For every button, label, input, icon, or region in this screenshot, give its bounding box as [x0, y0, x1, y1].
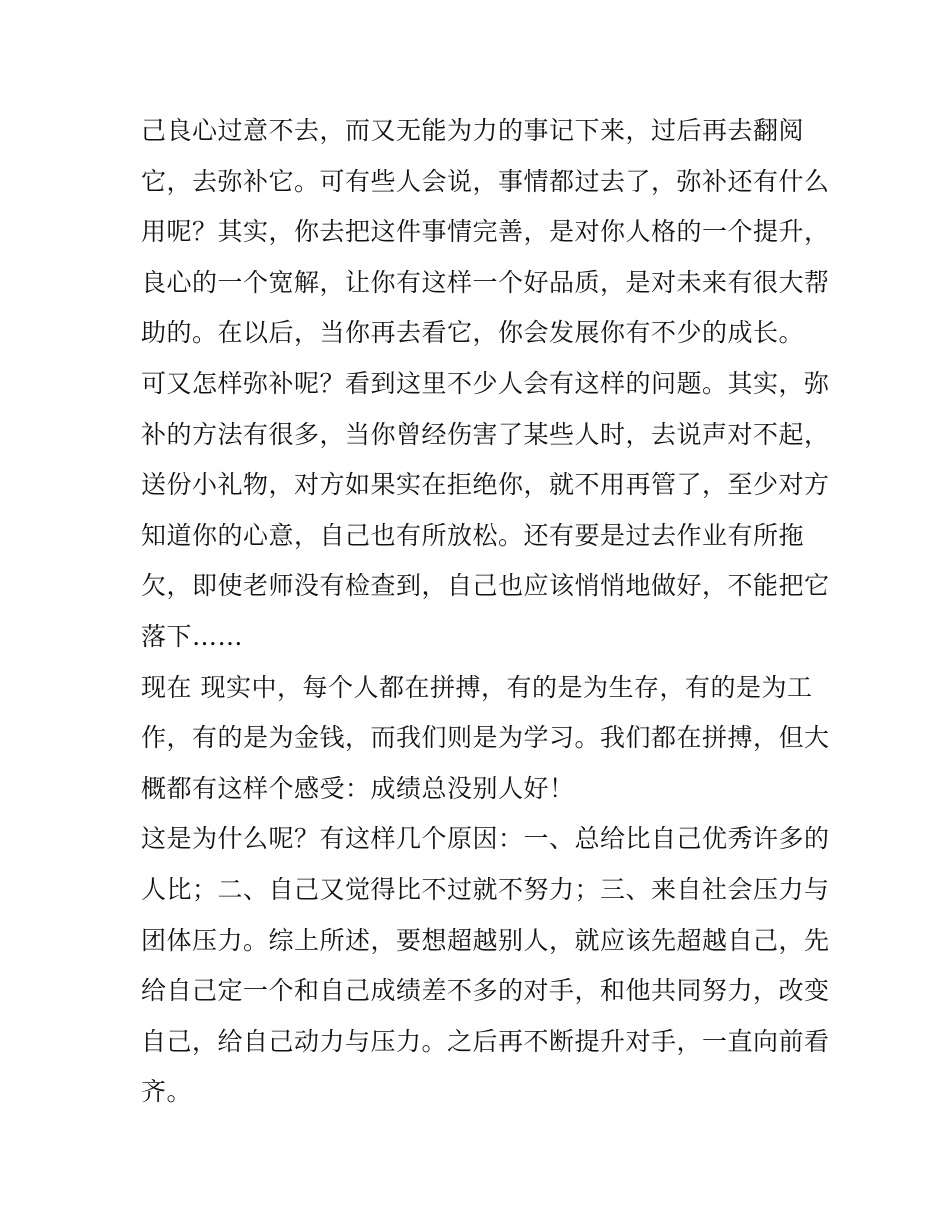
text-line: 用呢？其实，你去把这件事情完善，是对你人格的一个提升，	[141, 217, 830, 247]
text-line: 落下……	[141, 621, 244, 651]
text-line: 助的。在以后，当你再去看它，你会发展你有不少的成长。	[141, 318, 805, 348]
body-text	[141, 106, 830, 1118]
text-line: 己良心过意不去，而又无能为力的事记下来，过后再去翻阅	[141, 116, 805, 145]
text-line: 可又怎样弥补呢？看到这里不少人会有这样的问题。其实，弥	[141, 368, 830, 398]
text-line: 补的方法有很多，当你曾经伤害了某些人时，去说声对不起，	[141, 419, 830, 449]
text-line: 团体压力。综上所述，要想超越别人，就应该先超越自己，先	[141, 925, 830, 955]
text-line: 作，有的是为金钱，而我们则是为学习。我们都在拼搏，但大	[141, 723, 830, 753]
text-line: 这是为什么呢？有这样几个原因：一、总给比自己优秀许多的	[141, 824, 830, 854]
text-line: 概都有这样个感受：成绩总没别人好！	[141, 773, 575, 803]
text-line: 现在 现实中，每个人都在拼搏，有的是为生存，有的是为工	[141, 672, 813, 702]
text-line: 齐。	[141, 1077, 193, 1107]
text-line: 它，去弥补它。可有些人会说，事情都过去了，弥补还有什么	[141, 166, 830, 196]
text-line: 送份小礼物，对方如果实在拒绝你，就不用再管了，至少对方	[141, 470, 830, 500]
text-line: 欠，即使老师没有检查到，自己也应该悄悄地做好，不能把它	[141, 571, 830, 601]
text-line: 给自己定一个和自己成绩差不多的对手，和他共同努力，改变	[141, 976, 830, 1006]
text-line: 自己，给自己动力与压力。之后再不断提升对手，一直向前看	[141, 1026, 830, 1056]
text-line: 良心的一个宽解，让你有这样一个好品质，是对未来有很大帮	[141, 267, 830, 297]
text-line: 人比；二、自己又觉得比不过就不努力；三、来自社会压力与	[141, 874, 830, 904]
text-line: 知道你的心意，自己也有所放松。还有要是过去作业有所拖	[141, 520, 805, 550]
